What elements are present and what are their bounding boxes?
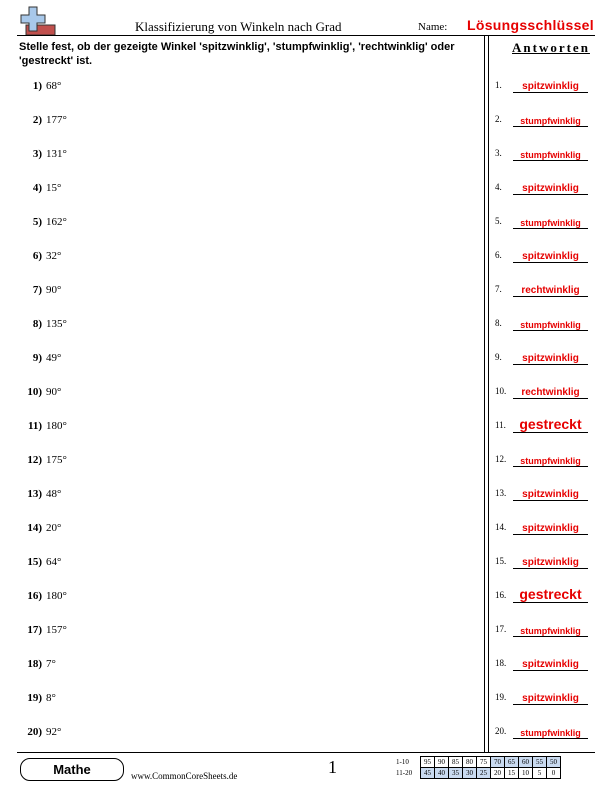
- answer-item: [495, 352, 595, 366]
- answer-value: spitzwinklig: [513, 489, 588, 501]
- answer-number: 7.: [495, 284, 502, 294]
- question-number: 17): [27, 624, 42, 636]
- question-number: 1): [32, 80, 42, 92]
- score-cell: 0: [547, 768, 561, 779]
- answer-item: [495, 726, 595, 740]
- score-cell: 5: [533, 768, 547, 779]
- page-title: Klassifizierung von Winkeln nach Grad: [135, 19, 342, 34]
- plus-logo-icon: [17, 5, 57, 37]
- answer-item: [495, 80, 595, 94]
- question-number: 14): [27, 522, 42, 534]
- question-angle: 90°: [46, 284, 62, 296]
- answer-value: stumpfwinklig: [513, 218, 588, 229]
- answer-number: 15.: [495, 556, 507, 566]
- answer-value: spitzwinklig: [513, 523, 588, 535]
- subject-badge: Mathe: [20, 758, 124, 781]
- question-angle: 135°: [46, 318, 67, 330]
- question-item: [20, 522, 61, 534]
- score-cell: 35: [449, 768, 463, 779]
- answer-item: [495, 586, 595, 604]
- answer-item: [495, 624, 595, 638]
- answer-item: [495, 250, 595, 264]
- question-number: 7): [32, 284, 42, 296]
- score-cell: 45: [421, 768, 435, 779]
- answer-value: stumpfwinklig: [513, 728, 588, 739]
- score-cell: 15: [505, 768, 519, 779]
- answer-item: [495, 454, 595, 468]
- question-angle: 92°: [46, 726, 62, 738]
- answer-number: 5.: [495, 216, 502, 226]
- question-number: 19): [27, 692, 42, 704]
- score-cell: 50: [547, 757, 561, 768]
- question-item: [20, 352, 61, 364]
- answer-value: stumpfwinklig: [513, 456, 588, 467]
- question-number: 6): [32, 250, 42, 262]
- question-number: 3): [32, 148, 42, 160]
- question-angle: 32°: [46, 250, 62, 262]
- column-divider: [484, 36, 485, 752]
- question-number: 5): [32, 216, 42, 228]
- answer-value: spitzwinklig: [513, 251, 588, 263]
- footer-divider: [17, 752, 595, 753]
- answer-number: 1.: [495, 80, 502, 90]
- answer-value: spitzwinklig: [513, 693, 588, 705]
- name-value: Lösungsschlüssel: [467, 17, 594, 33]
- answer-item: [495, 556, 595, 570]
- question-item: [20, 148, 67, 160]
- score-row-label: 11-20: [396, 769, 413, 777]
- question-angle: 64°: [46, 556, 62, 568]
- page-number: 1: [328, 757, 337, 777]
- answer-item: [495, 182, 595, 196]
- question-number: 13): [27, 488, 42, 500]
- question-number: 20): [27, 726, 42, 738]
- question-angle: 49°: [46, 352, 62, 364]
- answer-value: stumpfwinklig: [513, 116, 588, 127]
- question-item: [20, 182, 61, 194]
- answer-item: [495, 386, 595, 400]
- question-angle: 175°: [46, 454, 67, 466]
- score-cell: 85: [449, 757, 463, 768]
- answer-item: [495, 216, 595, 230]
- answer-number: 20.: [495, 726, 507, 736]
- question-item: [20, 624, 67, 636]
- answer-item: [495, 522, 595, 536]
- question-number: 8): [32, 318, 42, 330]
- question-item: [20, 726, 61, 738]
- answer-value: stumpfwinklig: [513, 626, 588, 637]
- question-item: [20, 454, 67, 466]
- score-cell: 65: [505, 757, 519, 768]
- question-angle: 68°: [46, 80, 62, 92]
- answer-value: spitzwinklig: [513, 183, 588, 195]
- question-number: 9): [32, 352, 42, 364]
- score-row: [396, 757, 561, 768]
- answer-item: [495, 488, 595, 502]
- question-item: [20, 658, 56, 670]
- question-item: [20, 488, 61, 500]
- question-number: 16): [27, 590, 42, 602]
- answers-header: Antworten: [512, 40, 590, 55]
- answer-number: 3.: [495, 148, 502, 158]
- answer-value: stumpfwinklig: [513, 150, 588, 161]
- score-cell: 20: [491, 768, 505, 779]
- answer-number: 9.: [495, 352, 502, 362]
- question-item: [20, 114, 67, 126]
- question-item: [20, 284, 61, 296]
- answer-number: 17.: [495, 624, 507, 634]
- answer-item: [495, 416, 595, 434]
- question-angle: 20°: [46, 522, 62, 534]
- question-item: [20, 386, 61, 398]
- question-number: 4): [32, 182, 42, 194]
- question-angle: 7°: [46, 658, 56, 670]
- answer-number: 4.: [495, 182, 502, 192]
- question-angle: 162°: [46, 216, 67, 228]
- answer-number: 16.: [495, 590, 507, 600]
- answer-item: [495, 114, 595, 128]
- answer-value: spitzwinklig: [513, 557, 588, 569]
- question-angle: 131°: [46, 148, 67, 160]
- question-angle: 177°: [46, 114, 67, 126]
- instructions: Stelle fest, ob der gezeigte Winkel 'spitzwinklig', 'stumpfwinklig', 'rechtwinklig' oder 'gestreckt' ist.: [19, 41, 455, 67]
- question-number: 2): [32, 114, 42, 126]
- score-cell: 75: [477, 757, 491, 768]
- score-cell: 80: [463, 757, 477, 768]
- website-link[interactable]: www.CommonCoreSheets.de: [131, 771, 238, 781]
- answer-number: 13.: [495, 488, 507, 498]
- question-number: 18): [27, 658, 42, 670]
- question-number: 10): [27, 386, 42, 398]
- score-row: [396, 768, 561, 779]
- question-angle: 180°: [46, 420, 67, 432]
- question-number: 15): [27, 556, 42, 568]
- question-angle: 48°: [46, 488, 62, 500]
- answer-item: [495, 148, 595, 162]
- answer-value: spitzwinklig: [513, 659, 588, 671]
- answer-number: 6.: [495, 250, 502, 260]
- answer-item: [495, 318, 595, 332]
- score-cell: 10: [519, 768, 533, 779]
- question-number: 12): [27, 454, 42, 466]
- answer-value: stumpfwinklig: [513, 320, 588, 331]
- answer-item: [495, 692, 595, 706]
- answer-number: 2.: [495, 114, 502, 124]
- answer-number: 14.: [495, 522, 507, 532]
- question-angle: 180°: [46, 590, 67, 602]
- question-item: [20, 692, 56, 704]
- question-angle: 8°: [46, 692, 56, 704]
- question-item: [20, 216, 67, 228]
- score-row-label: 1-10: [396, 758, 409, 766]
- header-divider: [17, 35, 595, 36]
- name-label: Name:: [418, 21, 448, 33]
- answer-value: gestreckt: [513, 586, 588, 603]
- answer-value: spitzwinklig: [513, 353, 588, 365]
- answer-number: 12.: [495, 454, 507, 464]
- question-item: [20, 590, 67, 602]
- question-item: [20, 250, 61, 262]
- answer-value: gestreckt: [513, 416, 588, 433]
- answer-number: 8.: [495, 318, 502, 328]
- answer-value: spitzwinklig: [513, 81, 588, 93]
- answer-number: 19.: [495, 692, 507, 702]
- answer-item: [495, 284, 595, 298]
- score-cell: 30: [463, 768, 477, 779]
- question-item: [20, 420, 67, 432]
- question-item: [20, 318, 67, 330]
- question-angle: 15°: [46, 182, 62, 194]
- answer-number: 18.: [495, 658, 507, 668]
- answer-value: rechtwinklig: [513, 285, 588, 297]
- answer-number: 11.: [495, 420, 506, 430]
- score-cell: 95: [421, 757, 435, 768]
- score-table: [396, 756, 561, 779]
- question-item: [20, 80, 61, 92]
- column-divider: [488, 36, 489, 752]
- answer-item: [495, 658, 595, 672]
- score-cell: 70: [491, 757, 505, 768]
- answer-number: 10.: [495, 386, 507, 396]
- question-item: [20, 556, 61, 568]
- score-cell: 25: [477, 768, 491, 779]
- score-cell: 60: [519, 757, 533, 768]
- score-cell: 90: [435, 757, 449, 768]
- question-angle: 157°: [46, 624, 67, 636]
- question-angle: 90°: [46, 386, 62, 398]
- answer-value: rechtwinklig: [513, 387, 588, 399]
- score-cell: 40: [435, 768, 449, 779]
- question-number: 11): [27, 420, 42, 432]
- score-cell: 55: [533, 757, 547, 768]
